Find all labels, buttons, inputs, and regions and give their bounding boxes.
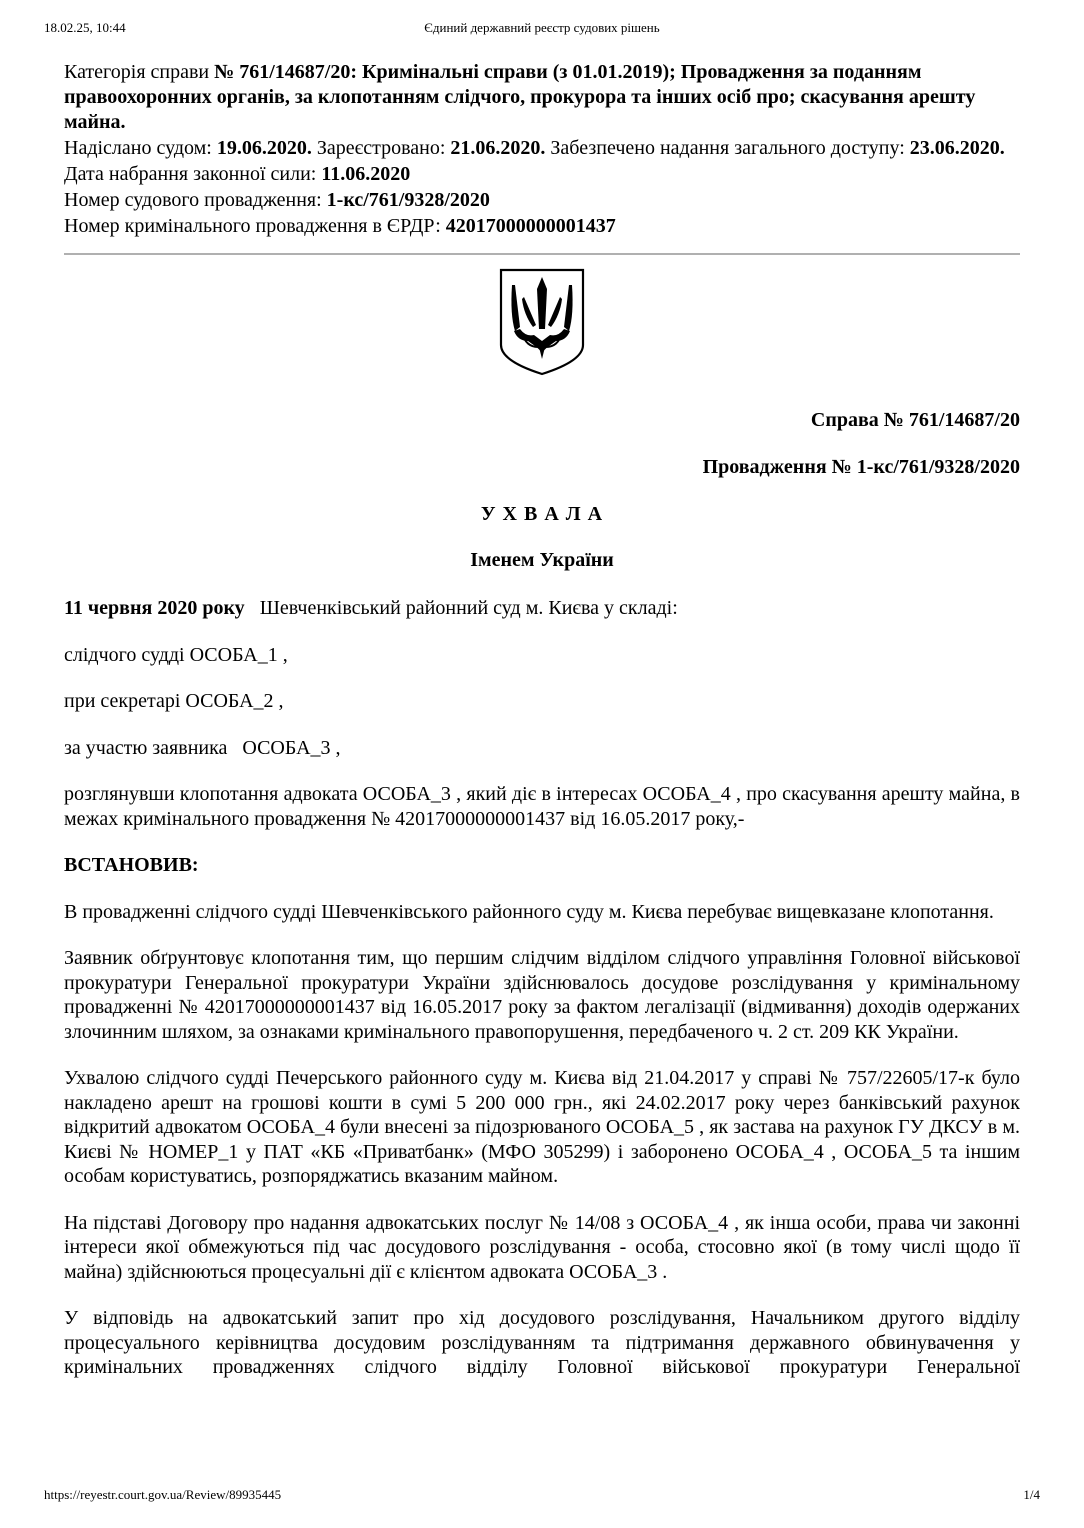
footer-url: https://reyestr.court.gov.ua/Review/89935445 [44,1487,282,1502]
erdr-number: Номер кримінального провадження в ЄРДР: 42017000000001437 [64,215,616,237]
judge-line: слідчого судді ОСОБА_1 , [64,643,288,666]
applicant-line: за участю заявника ОСОБА_3 , [64,736,341,759]
legal-force-date: Дата набрання законної сили: 11.06.2020 [64,163,411,185]
trident-emblem-icon [498,267,586,377]
print-header-title: Єдиний державний реєстр судових рішень [424,20,660,35]
paragraph-1: В провадженні слідчого судді Шевченківського районного суду м. Києва перебуває вищевказане клопотання. [64,900,994,923]
case-metadata [64,60,1020,239]
document-title: У Х В А Л А [480,503,604,525]
case-category: Категорія справи № 761/14687/20: Кримінальні справи (з 01.01.2019); Провадження за поданням правоохоронних органів, за клопотанням слідчого, прокурора та інших осіб про; скасування арешту майна. [64,61,976,133]
established-heading: ВСТАНОВИВ: [64,854,199,876]
paragraph-2: Заявник обґрунтовує клопотання тим, що першим слідчим відділом слідчого управління Головної військової прокуратури Генеральної прокуратури України здійснювалось досудове розслідування у кримінальному провадженні № 42017000000001437 від 16.05.2017 року за фактом легалізації (відмивання) доходів одержаних злочинним шляхом, за ознаками кримінального правопорушення, передбаченого ч. 2 ст. 209 КК України. [64,947,1020,1043]
page-counter: 1/4 [1023,1487,1040,1502]
coat-of-arms [64,267,1020,382]
document-content [64,60,1020,1380]
paragraph-3: Ухвалою слідчого судді Печерського районного суду м. Києва від 21.04.2017 у справі № 757/22605/17-к було накладено арешт на грошові кошти в сумі 5 200 000 грн., які 24.02.2017 року через банківський рахунок відкритий адвокатом ОСОБА_4 були внесені за підозрюваного ОСОБА_5 , як застава на рахунок ГУ ДКСУ в м. Києві № НОМЕР_1 у ПАТ «КБ «Приватбанк» (МФО 305299) і заборонено ОСОБА_4 , ОСОБА_5 та іншим особам користуватись, розпоряджатись вказаним майном. [64,1067,1020,1187]
document-subtitle: Іменем України [470,549,614,571]
court-proceeding-number: Номер судового провадження: 1-кс/761/9328/2020 [64,189,490,211]
secretary-line: при секретарі ОСОБА_2 , [64,690,284,712]
hearing-line: 11 червня 2020 року Шевченківський районний суд м. Києва у складі: [64,597,678,619]
case-dates: Надіслано судом: 19.06.2020. Зареєстровано: 21.06.2020. Забезпечено надання загального доступу: 23.06.2020. [64,137,1005,159]
separator-line [64,253,1020,255]
paragraph-5: У відповідь на адвокатський запит про хід досудового розслідування, Начальником другого відділу процесуального керівництва досудовим розслідуванням та підтримання державного обвинувачення у кримінальних провадженнях слідчого відділу Головної військової прокуратури Генеральної [64,1307,1020,1378]
paragraph-4: На підставі Договору про надання адвокатських послуг № 14/08 з ОСОБА_4 , як інша особи, права чи законні інтереси якої обмежуються під час досудового розслідування - особа, стосовно якої (в тому числі щодо її майна) здійснюються процесуальні дії є клієнтом адвоката ОСОБА_3 . [64,1211,1020,1283]
case-number: Справа № 761/14687/20 [810,409,1020,431]
considered-paragraph: розглянувши клопотання адвоката ОСОБА_3 , який діє в інтересах ОСОБА_4 , про скасування арешту майна, в межах кримінального провадження № 42017000000001437 від 16.05.2017 року,- [64,783,1020,830]
proceeding-number: Провадження № 1-кс/761/9328/2020 [702,456,1020,478]
print-datetime: 18.02.25, 10:44 [44,20,126,35]
